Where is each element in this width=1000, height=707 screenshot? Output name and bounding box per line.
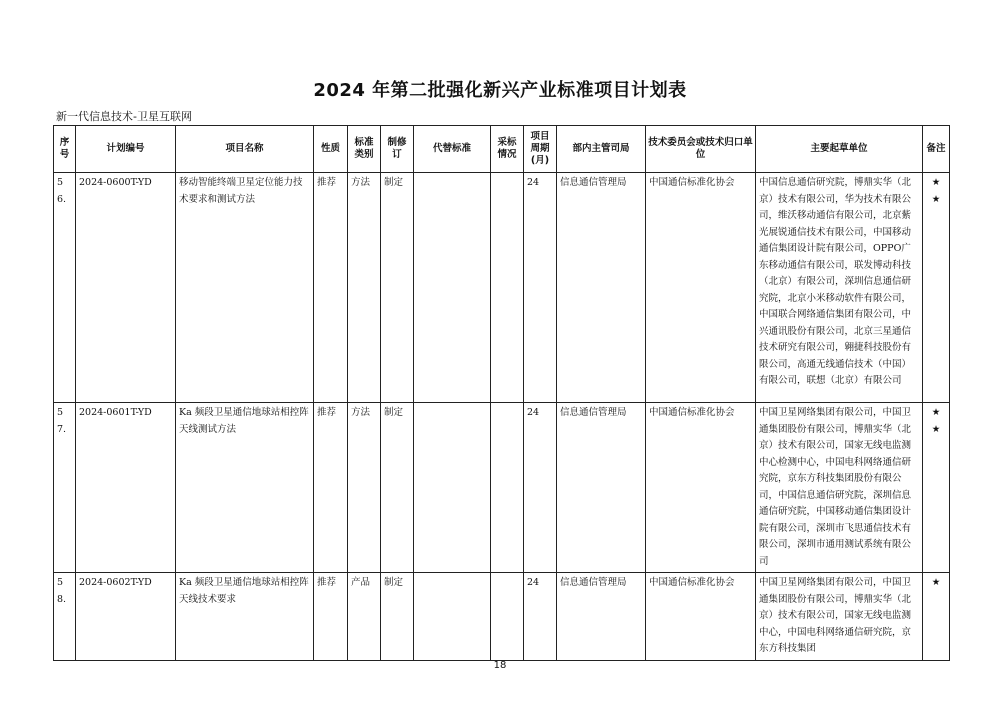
- category-label: 新一代信息技术-卫星互联网: [56, 110, 192, 123]
- page-number: 18: [493, 660, 507, 671]
- header-revision: 制修订: [381, 126, 414, 173]
- cell-adoption: [491, 573, 524, 661]
- cell-adoption: [491, 173, 524, 403]
- cell-plan-no: 2024-0600T-YD: [76, 173, 176, 403]
- star-icon: ★: [931, 407, 941, 418]
- cell-committee: 中国通信标准化协会: [646, 573, 756, 661]
- cell-authority: 信息通信管理局: [557, 573, 646, 661]
- cell-period: 24: [524, 173, 557, 403]
- cell-committee: 中国通信标准化协会: [646, 173, 756, 403]
- star-icon: ★: [931, 193, 941, 205]
- cell-standard-type: 方法: [348, 403, 381, 573]
- header-period: 项目周期(月): [524, 126, 557, 173]
- cell-revision: 制定: [381, 403, 414, 573]
- header-plan-no: 计划编号: [76, 126, 176, 173]
- standards-plan-table: [53, 125, 950, 661]
- cell-revision: 制定: [381, 173, 414, 403]
- cell-adoption: [491, 403, 524, 573]
- cell-committee: 中国通信标准化协会: [646, 403, 756, 573]
- cell-replaces: [414, 573, 491, 661]
- star-icon: ★: [931, 577, 941, 588]
- header-project-name: 项目名称: [176, 126, 314, 173]
- header-drafters: 主要起草单位: [756, 126, 923, 173]
- cell-remark: [923, 173, 950, 403]
- header-remark: 备注: [923, 126, 950, 173]
- cell-replaces: [414, 403, 491, 573]
- table-row: [54, 173, 950, 403]
- cell-authority: 信息通信管理局: [557, 403, 646, 573]
- header-standard-type: 标准类别: [348, 126, 381, 173]
- table-row: [54, 403, 950, 573]
- cell-project-name: Ka 频段卫星通信地球站相控阵天线测试方法: [176, 403, 314, 573]
- table-row: [54, 573, 950, 661]
- cell-plan-no: 2024-0602T-YD: [76, 573, 176, 661]
- cell-standard-type: 产品: [348, 573, 381, 661]
- cell-drafters: 中国卫星网络集团有限公司，中国卫通集团股份有限公司，博鼎实华（北京）技术有限公司，国家无线电监测中心检测中心，中国电科网络通信研究院，京东方科技集团股份有限公司，中国信息通信研究院，深圳信息通信研究院，中国移动通信集团设计院有限公司，深圳市飞思通信技术有限公司，深圳市通用测试系统有限公司: [756, 403, 923, 573]
- cell-project-name: 移动智能终端卫星定位能力技术要求和测试方法: [176, 173, 314, 403]
- cell-revision: 制定: [381, 573, 414, 661]
- header-replaces: 代替标准: [414, 126, 491, 173]
- cell-project-name: Ka 频段卫星通信地球站相控阵天线技术要求: [176, 573, 314, 661]
- cell-seq: 56.: [54, 173, 76, 403]
- cell-remark: [923, 403, 950, 573]
- cell-seq: 58.: [54, 573, 76, 661]
- cell-authority: 信息通信管理局: [557, 173, 646, 403]
- cell-seq: 57.: [54, 403, 76, 573]
- cell-plan-no: 2024-0601T-YD: [76, 403, 176, 573]
- star-icon: ★: [931, 423, 941, 435]
- document-title: 2024 年第二批强化新兴产业标准项目计划表: [313, 80, 687, 101]
- cell-nature: 推荐: [314, 573, 348, 661]
- header-authority: 部内主管司局: [557, 126, 646, 173]
- header-nature: 性质: [314, 126, 348, 173]
- cell-period: 24: [524, 403, 557, 573]
- header-committee: 技术委员会或技术归口单位: [646, 126, 756, 173]
- cell-standard-type: 方法: [348, 173, 381, 403]
- header-adoption: 采标情况: [491, 126, 524, 173]
- cell-drafters: 中国信息通信研究院，博鼎实华（北京）技术有限公司，华为技术有限公司，维沃移动通信有限公司，北京紫光展锐通信技术有限公司，中国移动通信集团设计院有限公司，OPPO广东移动通信有限公司，联发博动科技（北京）有限公司，深圳信息通信研究院，北京小米移动软件有限公司，中国联合网络通信集团有限公司，中兴通讯股份有限公司，北京三星通信技术研究有限公司，翱捷科技股份有限公司，高通无线通信技术（中国）有限公司，联想（北京）有限公司: [756, 173, 923, 403]
- cell-drafters: 中国卫星网络集团有限公司，中国卫通集团股份有限公司，博鼎实华（北京）技术有限公司，国家无线电监测中心，中国电科网络通信研究院，京东方科技集团: [756, 573, 923, 661]
- header-seq: 序号: [54, 126, 76, 173]
- cell-remark: [923, 573, 950, 661]
- cell-replaces: [414, 173, 491, 403]
- cell-nature: 推荐: [314, 403, 348, 573]
- star-icon: ★: [931, 177, 941, 188]
- cell-period: 24: [524, 573, 557, 661]
- table-header-row: [54, 126, 950, 173]
- cell-nature: 推荐: [314, 173, 348, 403]
